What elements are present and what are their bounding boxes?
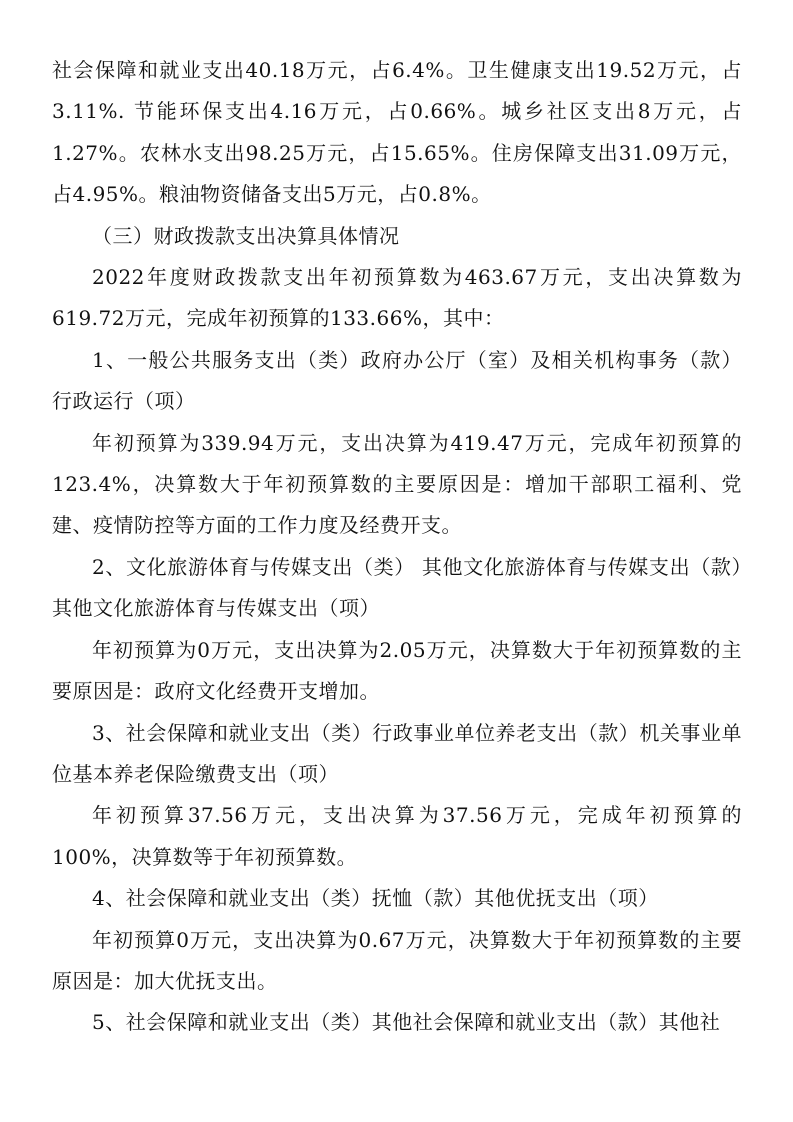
item-heading-social-security-other: 5、社会保障和就业支出（类）其他社会保障和就业支出（款）其他社 <box>92 1010 721 1035</box>
paragraph-social-security-relief: 年初预算0万元，支出决算为0.67万元，决算数大于年初预算数的主要原因是：加大优抚支出。 <box>52 927 742 993</box>
item-heading-general-public-services: 1、一般公共服务支出（类）政府办公厅（室）及相关机构事务（款） 行政运行（项） <box>52 347 742 414</box>
document-body <box>52 50 742 1044</box>
item-heading-culture-tourism: 2、文化旅游体育与传媒支出（类） 其他文化旅游体育与传媒支出（款）其他文化旅游体育与传媒支出（项） <box>52 554 742 621</box>
item-heading-social-security-pension: 3、社会保障和就业支出（类）行政事业单位养老支出（款）机关事业单位基本养老保险缴费支出（项） <box>52 720 742 786</box>
paragraph-budget-summary: 2022年度财政拨款支出年初预算数为463.67万元，支出决算数为619.72万元，完成年初预算的133.66%，其中： <box>52 265 742 331</box>
paragraph-social-security-pension: 年初预算37.56万元，支出决算为37.56万元，完成年初预算的100%，决算数等于年初预算数。 <box>52 803 742 869</box>
section-heading-fiscal-expenditure: （三）财政拨款支出决算具体情况 <box>92 223 400 248</box>
paragraph-culture-tourism: 年初预算为0万元，支出决算为2.05万元，决算数大于年初预算数的主要原因是：政府文化经费开支增加。 <box>52 637 742 704</box>
item-heading-social-security-pension-relief: 4、社会保障和就业支出（类）抚恤（款）其他优抚支出（项） <box>92 886 659 911</box>
paragraph-general-public-services: 年初预算为339.94万元，支出决算为419.47万元，完成年初预算的123.4%，决算数大于年初预算数的主要原因是：增加干部职工福利、党建、疫情防控等方面的工作力度及经费开支。 <box>52 430 742 538</box>
paragraph-expenditure-breakdown: 社会保障和就业支出40.18万元，占6.4%。卫生健康支出19.52万元，占3.11%. 节能环保支出4.16万元，占0.66%。城乡社区支出8万元，占1.27%。农林水支出98.25万元，占15.65%。住房保障支出31.09万元，占4.95%。粮油物资储备支出5万元，占0.8%。 <box>52 58 742 207</box>
